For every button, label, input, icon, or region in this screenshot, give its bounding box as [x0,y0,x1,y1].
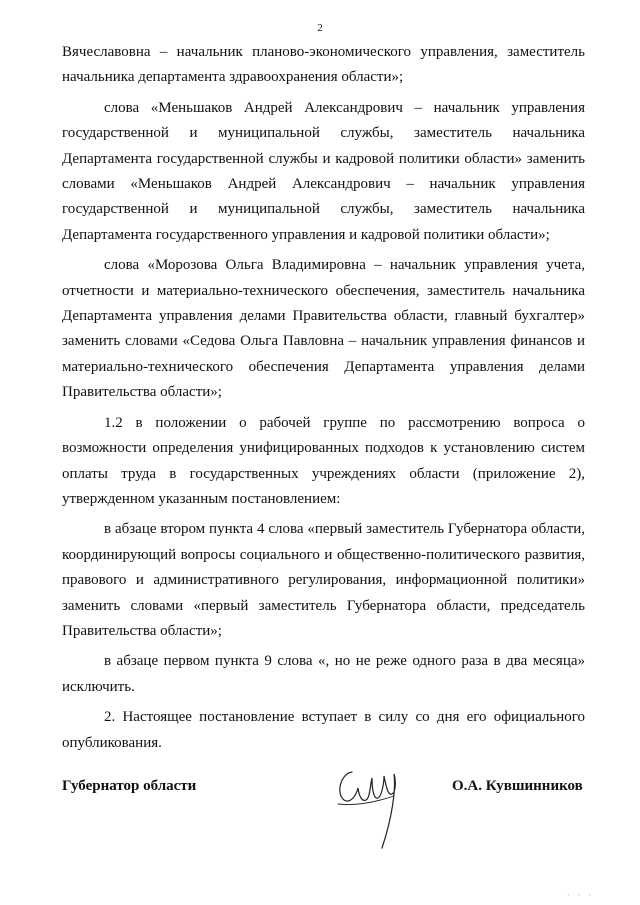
paragraph-1: Вячеславовна – начальник планово-экономического управления, заместитель начальника департамента здравоохранения области»; [62,44,585,86]
paragraph-5: в абзаце втором пункта 4 слова «первый заместитель Губернатора области, координирующий вопросы социального и общественно-политического развития, правового и административного регулирования, информационной политики» заменить словами «первый заместитель Губернатора области, председатель Правительства области»; [62,521,585,639]
handwritten-signature [330,760,410,860]
paragraph-7: 2. Настоящее постановление вступает в силу со дня его официального опубликования. [62,709,585,751]
page-number: 2 [317,22,323,34]
document-body [62,40,585,761]
paragraph-4: 1.2 в положении о рабочей группе по рассмотрению вопроса о возможности определения унифицированных подходов к установлению систем оплаты труда в государственных учреждениях области (приложение 2), утвержденном указанным постановлением: [62,414,585,507]
signer-name: О.А. Кувшинников [452,778,583,794]
scan-marks: · · · [567,891,594,900]
paragraph-2: слова «Меньшаков Андрей Александрович – начальник управления государственной и муниципальной службы, заместитель начальника Департамента государственной службы и кадровой политики области» заменить словами «Меньшаков Андрей Александрович – начальник управления государственной и муниципальной службы, заместитель начальника Департамента государственного управления и кадровой политики области»; [62,99,585,243]
paragraph-6: в абзаце первом пункта 9 слова «, но не реже одного раза в два месяца» исключить. [62,653,585,695]
signer-title: Губернатор области [62,778,197,794]
paragraph-3: слова «Морозова Ольга Владимировна – начальник управления учета, отчетности и материально-технического обеспечения, заместитель начальника Департамента управления делами Правительства области, главный бухгалтер» заменить словами «Седова Ольга Павловна – начальник управления финансов и материально-технического обеспечения Департамента управления делами Правительства области»; [62,257,585,401]
